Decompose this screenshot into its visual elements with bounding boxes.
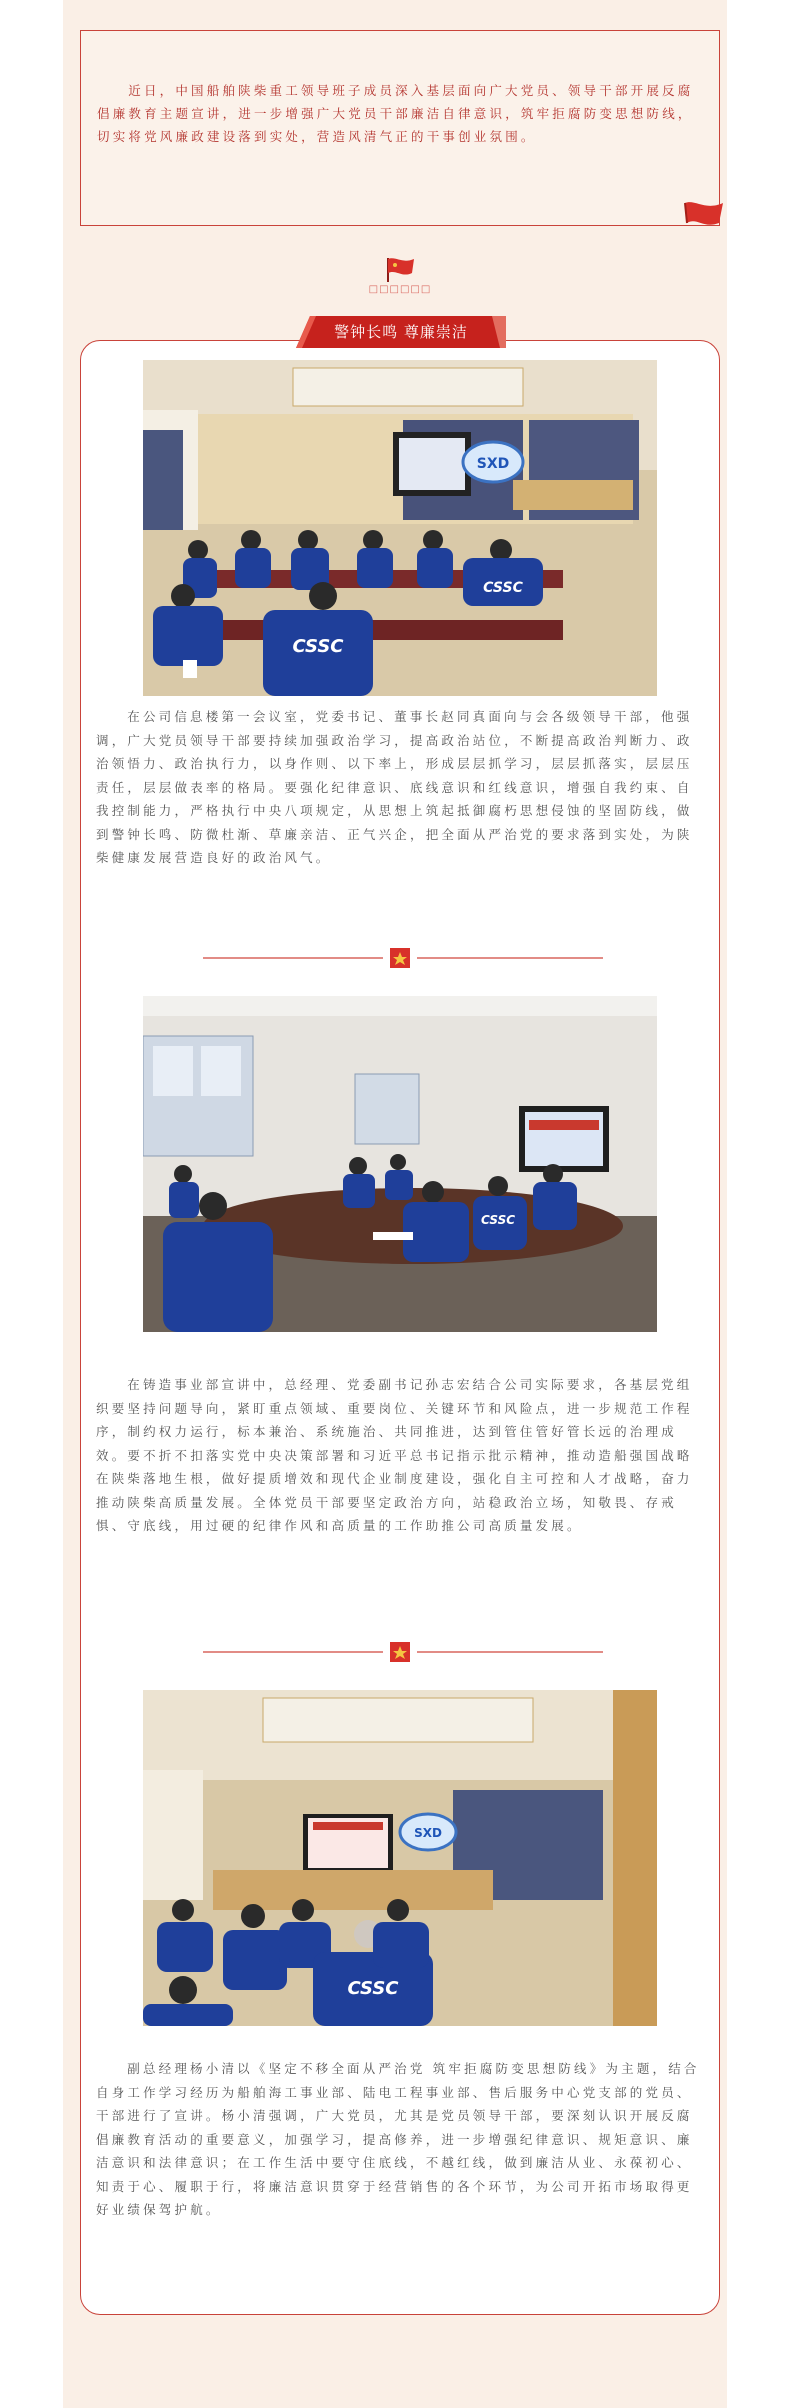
section-banner xyxy=(296,316,506,348)
party-flag-icon xyxy=(384,256,416,284)
section-3-text: 副总经理杨小清以《坚定不移全面从严治党 筑牢拒腐防变思想防线》为主题，结合自身工作学习经历为船舶海工事业部、陆电工程事业部、售后服务中心党支部的党员、干部进行了宣讲。杨小清强调，广大党员，尤其是党员领导干部，要深刻认识开展反腐倡廉教育活动的重要意义，加强学习，提高修养，进一步增强纪律意识、规矩意识、廉洁意识和法律意识；在工作生活中要守住底线，不越红线，做到廉洁从业、永葆初心、知责于心、履职于行，将廉洁意识贯穿于经营销售的各个环节，为公司开拓市场取得更好业绩保驾护航。 xyxy=(96,2061,700,2217)
meeting-photo-3 xyxy=(143,1690,657,2026)
uniform-text: CSSC xyxy=(483,580,523,596)
meeting-photo-2 xyxy=(143,996,657,1332)
uniform-text: CSSC xyxy=(480,1213,516,1227)
slide-logo-text: SXD xyxy=(476,456,510,472)
flag-icon xyxy=(679,199,727,233)
uniform-text: CSSC xyxy=(292,636,344,657)
intro-text: 近日，中国船舶陕柴重工领导班子成员深入基层面向广大党员、领导干部开展反腐倡廉教育主题宣讲，进一步增强广大党员干部廉洁自律意识，筑牢拒腐防变思想防线，切实将党风廉政建设落到实处，营造风清气正的干事创业氛围。 xyxy=(97,83,694,144)
uniform-text: CSSC xyxy=(347,1978,399,1999)
divider-2 xyxy=(143,1642,657,1662)
meeting-photo-1 xyxy=(143,360,657,696)
banner-title: 警钟长鸣 尊廉崇洁 xyxy=(334,323,468,341)
intro-box xyxy=(80,30,720,226)
divider-1 xyxy=(143,948,657,968)
slide-logo-text: SXD xyxy=(414,1826,442,1840)
logo-text: □□□□□□ xyxy=(368,284,432,295)
section-1-text: 在公司信息楼第一会议室，党委书记、董事长赵同真面向与会各级领导干部，他强调，广大党员领导干部要持续加强政治学习，提高政治站位，不断提高政治判断力、政治领悟力、政治执行力，以身作则、以下率上，形成层层抓学习，层层抓落实，层层压责任，层层做表率的格局。要强化纪律意识、底线意识和红线意识，增强自我约束、自我控制能力，严格执行中央八项规定，从思想上筑起抵御腐朽思想侵蚀的坚固防线，做到警钟长鸣、防微杜渐、草廉亲洁、正气兴企，把全面从严治党的要求落到实处，为陕柴健康发展营造良好的政治风气。 xyxy=(96,709,693,865)
section-2-text: 在铸造事业部宣讲中，总经理、党委副书记孙志宏结合公司实际要求，各基层党组织要坚持问题导向，紧盯重点领域、重要岗位、关键环节和风险点，进一步规范工作程序，制约权力运行，标本兼治、系统施治、共同推进，达到管住管好管长远的治理成效。要不折不扣落实党中央决策部署和习近平总书记指示批示精神，推动造船强国战略在陕柴落地生根，做好提质增效和现代企业制度建设，强化自主可控和人才战略，奋力推动陕柴高质量发展。全体党员干部要坚定政治方向，站稳政治立场，知敬畏、存戒惧、守底线，用过硬的纪律作风和高质量的工作助推公司高质量发展。 xyxy=(96,1377,693,1533)
